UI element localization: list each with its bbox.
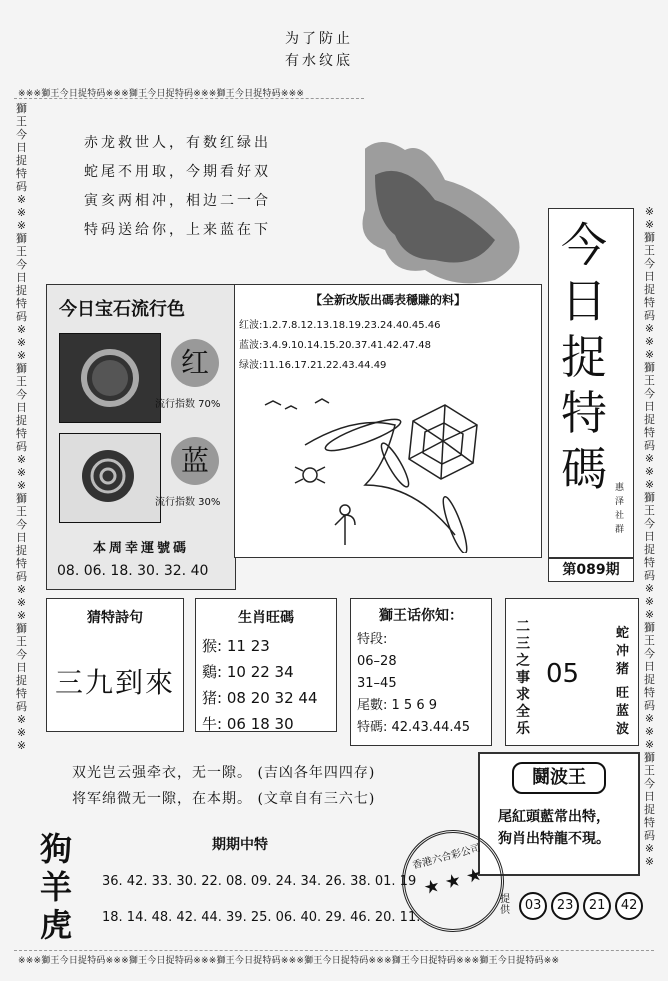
period-title: 期期中特 [212, 837, 268, 853]
period-row-1: 36. 42. 33. 30. 22. 08. 09. 24. 34. 26. 38. 01. 19 [102, 874, 417, 889]
animal-char: 虎 [40, 906, 73, 944]
lucky-title: 本周幸運號碼 [92, 541, 189, 556]
border-right: ※※獅王今日捉特码※※※獅王今日捉特码※※※獅王今日捉特码※※※獅王今日捉特码※※※獅王今日捉特码※※ [644, 205, 655, 868]
top-note [285, 28, 353, 72]
lion-row: 06–28 [357, 654, 397, 669]
zodiac-animal: 猪: [202, 689, 223, 707]
riddle-number: 05 [546, 659, 580, 689]
ring-icon [60, 334, 160, 422]
gem-image-blue [59, 433, 161, 523]
zodiac-nums: 10 22 34 [226, 663, 294, 681]
stamp-text: 香港六合彩公司 [411, 842, 482, 872]
animal-char: 羊 [40, 868, 73, 906]
lion-box [350, 598, 492, 746]
verse-line: 双光岂云强牵衣，无一隙。 (吉凶各年四四存) [72, 765, 376, 781]
swirl-ring-icon [60, 434, 160, 522]
zodiac-row [202, 659, 336, 685]
lion-row: 31–45 [357, 676, 397, 691]
red-index: 流行指数 70% [155, 399, 221, 410]
pick-number: 42 [615, 892, 643, 920]
poem-box-title: 猜特詩句 [87, 610, 143, 626]
verses [72, 760, 375, 812]
zodiac-box [195, 598, 337, 732]
poem-line-1: 赤龙救世人，有数红绿出 [84, 135, 271, 151]
riddle-left-col: 二三之事求全乐 [516, 619, 530, 737]
rock-illustration [315, 120, 555, 290]
waves-panel [234, 284, 542, 558]
border-top-rule [14, 98, 364, 99]
pick-number: 21 [583, 892, 611, 920]
title-char-5: 碼 [561, 442, 607, 496]
animals [40, 830, 72, 944]
blue-wave: 蓝波:3.4.9.10.14.15.20.37.41.42.47.48 [239, 340, 431, 351]
issue-badge: 第089期 [548, 558, 634, 582]
border-bottom-rule [14, 950, 654, 951]
title-char-1: 今 [561, 218, 607, 272]
gem-image-red [59, 333, 161, 423]
lion-title: 獅王话你知： [379, 608, 463, 624]
blue-circle: 蓝 [171, 437, 219, 485]
waves-heading: 【全新改版出碼表穩賺的料】 [309, 293, 466, 307]
poem-line-3: 寅亥两相冲，相边二一合 [84, 193, 271, 209]
lion-row: 特碼: 42.43.44.45 [357, 720, 471, 735]
lucky-numbers: 08. 06. 18. 30. 32. 40 [57, 563, 209, 579]
spider-web-illustration [255, 385, 535, 553]
red-circle: 红 [171, 339, 219, 387]
poem-line-2: 蛇尾不用取，今期看好双 [84, 164, 271, 180]
pick-number: 23 [551, 892, 579, 920]
top-note-line-1: 为了防止 [285, 31, 353, 47]
title-char-2: 日 [561, 274, 607, 328]
zodiac-animal: 猴: [202, 637, 223, 655]
poem-box-text: 三九到來 [54, 666, 175, 699]
star-icon: ★ ★ ★ [421, 863, 485, 900]
publisher: 惠泽社群 [615, 483, 625, 535]
border-bottom: ※※※獅王今日捉特码※※※獅王今日捉特码※※※獅王今日捉特码※※※獅王今日捉特码※※※獅王今日捉特码※※※獅王今日捉特码※※ [18, 956, 560, 966]
gem-panel [46, 284, 236, 590]
pick-number: 03 [519, 892, 547, 920]
riddle-box [505, 598, 639, 746]
zodiac-animal: 牛: [202, 715, 223, 733]
zodiac-nums: 08 20 32 44 [226, 689, 318, 707]
boss-title: 鬪波王 [512, 762, 606, 794]
picks-label: 提供 [500, 893, 510, 916]
lion-row: 尾數: 1 5 6 9 [357, 698, 437, 713]
boss-box [478, 752, 640, 876]
title-char-4: 特 [561, 386, 607, 440]
zodiac-row [202, 685, 336, 711]
zodiac-nums: 06 18 30 [226, 715, 294, 733]
verse-line: 将军绵微无一隙，在本期。 (文章自有三六七) [72, 791, 376, 807]
zodiac-row [202, 633, 336, 659]
picks-row [500, 892, 647, 920]
poem-line-4: 特码送给你，上来蓝在下 [84, 222, 271, 238]
top-note-line-2: 有水纹底 [285, 53, 353, 69]
title-panel [548, 208, 634, 558]
poem [84, 132, 271, 248]
poem-box [46, 598, 184, 732]
blue-index: 流行指数 30% [155, 497, 221, 508]
red-wave: 红波:1.2.7.8.12.13.18.19.23.24.40.45.46 [239, 320, 441, 331]
border-top: ※※※獅王今日捉特码※※※獅王今日捉特码※※※獅王今日捉特码※※※ [18, 89, 305, 99]
zodiac-row [202, 711, 336, 737]
zodiac-animal: 鷄: [202, 663, 223, 681]
title-char-3: 捉 [561, 330, 607, 384]
green-wave: 绿波:11.16.17.21.22.43.44.49 [239, 360, 387, 371]
zodiac-title: 生肖旺碼 [238, 610, 294, 626]
title-chars [555, 217, 613, 497]
boss-line: 狗肖出特龍不現。 [498, 831, 610, 847]
riddle-right-col-2: 旺蓝波 [616, 686, 630, 737]
animal-char: 狗 [40, 830, 73, 868]
lion-row: 特段: [357, 632, 388, 647]
riddle-right-col-1: 蛇冲猪 [616, 626, 630, 677]
boss-line: 尾紅頭藍常出特， [498, 809, 610, 825]
zodiac-nums: 11 23 [226, 637, 270, 655]
period-row-2: 18. 14. 48. 42. 44. 39. 25. 06. 40. 29. 46. 20. 11. [102, 910, 421, 925]
gem-heading: 今日宝石流行色 [59, 299, 185, 320]
border-left: 獅王今日捉特码※※※獅王今日捉特码※※※獅王今日捉特码※※※獅王今日捉特码※※※獅王今日捉特码※※※ [16, 102, 27, 752]
